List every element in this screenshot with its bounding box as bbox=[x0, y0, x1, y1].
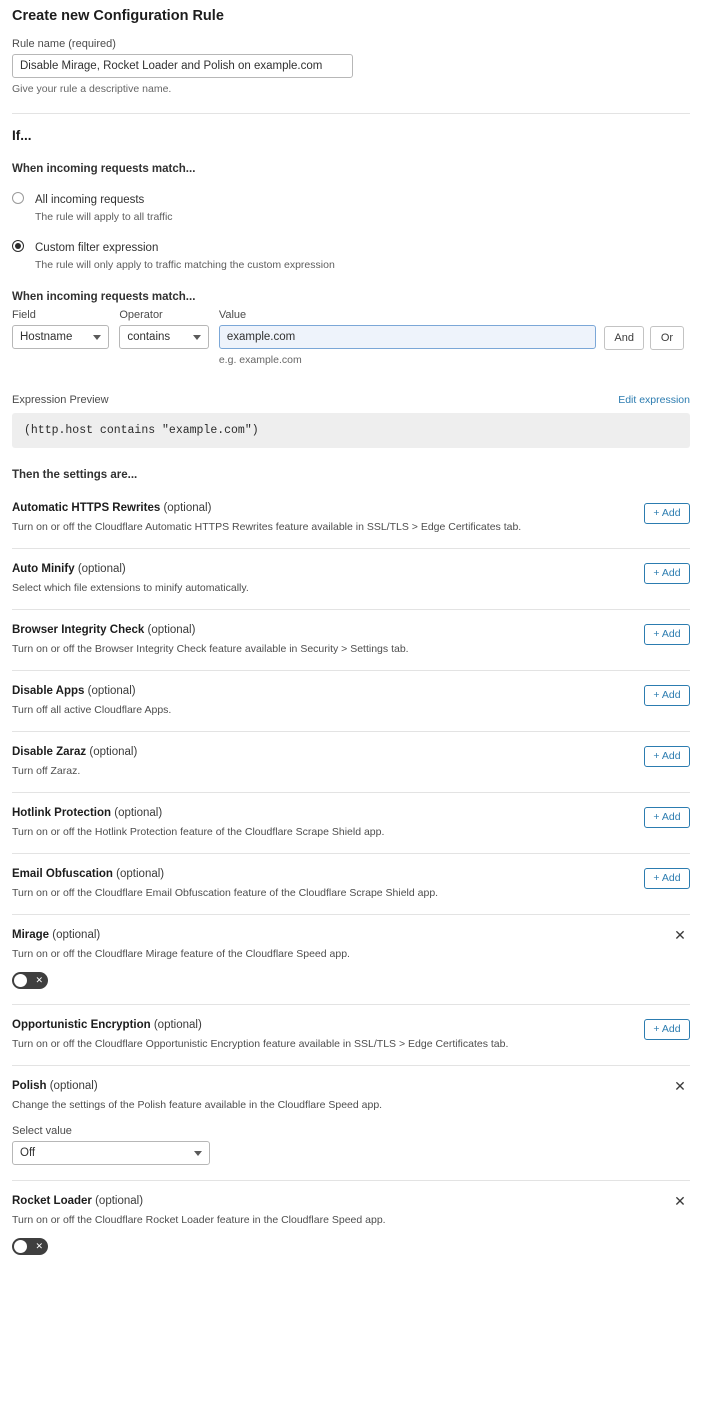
setting-name: Hotlink Protection bbox=[12, 807, 112, 819]
setting-disable-apps bbox=[12, 670, 690, 731]
rule-name-help: Give your rule a descriptive name. bbox=[12, 83, 172, 95]
setting-description: Turn on or off the Cloudflare Rocket Loader feature in the Cloudflare Speed app. bbox=[12, 1214, 386, 1226]
setting-optional: (optional) bbox=[114, 807, 163, 819]
setting-name: Mirage bbox=[12, 929, 50, 941]
setting-description: Turn on or off the Cloudflare Automatic HTTPS Rewrites feature available in SSL/TLS > Edge Certificates tab. bbox=[12, 521, 522, 533]
setting-optional: (optional) bbox=[116, 868, 165, 880]
filter-subheading: When incoming requests match... bbox=[12, 291, 196, 303]
setting-auto-minify bbox=[12, 548, 690, 609]
toggle-knob bbox=[14, 974, 27, 987]
setting-title bbox=[12, 502, 690, 514]
setting-disable-zaraz bbox=[12, 731, 690, 792]
operator-select[interactable] bbox=[119, 325, 209, 349]
rule-name-group bbox=[12, 38, 690, 95]
settings-list bbox=[12, 489, 690, 1270]
setting-title bbox=[12, 1080, 690, 1092]
then-section-heading: Then the settings are... bbox=[12, 469, 138, 481]
setting-optional: (optional) bbox=[77, 563, 126, 575]
setting-name: Email Obfuscation bbox=[12, 868, 113, 880]
close-icon[interactable]: ✕ bbox=[674, 927, 686, 943]
radio-icon-all-requests[interactable] bbox=[12, 192, 24, 204]
add-button[interactable]: + Add bbox=[644, 868, 690, 889]
radio-option-custom-filter[interactable] bbox=[12, 238, 690, 271]
setting-title bbox=[12, 929, 690, 941]
setting-rocket-loader bbox=[12, 1180, 690, 1270]
setting-name: Rocket Loader bbox=[12, 1195, 92, 1207]
value-label: Value bbox=[218, 309, 247, 321]
operator-column bbox=[119, 309, 209, 349]
polish-select-value: Off bbox=[20, 1147, 36, 1159]
and-button[interactable]: And bbox=[604, 326, 644, 350]
setting-name: Opportunistic Encryption bbox=[12, 1019, 151, 1031]
setting-title bbox=[12, 868, 690, 880]
close-icon[interactable]: ✕ bbox=[674, 1078, 686, 1094]
setting-name: Browser Integrity Check bbox=[12, 624, 145, 636]
edit-expression-link[interactable]: Edit expression bbox=[618, 394, 690, 406]
or-button[interactable]: Or bbox=[650, 326, 684, 350]
setting-name: Automatic HTTPS Rewrites bbox=[12, 502, 161, 514]
setting-title bbox=[12, 685, 690, 697]
setting-email-obfuscation bbox=[12, 853, 690, 914]
setting-optional: (optional) bbox=[87, 685, 136, 697]
operator-select-value: contains bbox=[127, 331, 171, 343]
radio-icon-custom-filter[interactable] bbox=[12, 240, 24, 252]
setting-opportunistic-encryption bbox=[12, 1004, 690, 1065]
setting-description: Turn on or off the Hotlink Protection feature of the Cloudflare Scrape Shield app. bbox=[12, 826, 385, 838]
setting-name: Disable Apps bbox=[12, 685, 85, 697]
setting-optional: (optional) bbox=[163, 502, 212, 514]
setting-name: Disable Zaraz bbox=[12, 746, 87, 758]
field-select-value: Hostname bbox=[20, 331, 73, 343]
mirage-toggle[interactable] bbox=[12, 972, 48, 989]
setting-description: Turn on or off the Browser Integrity Check feature available in Security > Settings tab. bbox=[12, 643, 409, 655]
setting-description: Select which file extensions to minify automatically. bbox=[12, 582, 249, 594]
polish-select-label: Select value bbox=[12, 1125, 72, 1137]
setting-description: Turn on or off the Cloudflare Mirage feature of the Cloudflare Speed app. bbox=[12, 948, 350, 960]
setting-title bbox=[12, 563, 690, 575]
toggle-off-icon: ✕ bbox=[35, 975, 43, 985]
page-title: Create new Configuration Rule bbox=[12, 8, 224, 24]
field-column bbox=[12, 309, 109, 349]
value-column bbox=[219, 309, 597, 366]
setting-optional: (optional) bbox=[49, 1080, 98, 1092]
setting-name: Polish bbox=[12, 1080, 47, 1092]
add-button[interactable]: + Add bbox=[644, 685, 690, 706]
setting-optional: (optional) bbox=[153, 1019, 202, 1031]
add-button[interactable]: + Add bbox=[644, 503, 690, 524]
expression-preview-box: (http.host contains "example.com") bbox=[12, 413, 690, 448]
setting-description: Turn on or off the Cloudflare Opportunistic Encryption feature available in SSL/TLS > Edge Certificates tab. bbox=[12, 1038, 509, 1050]
value-input[interactable] bbox=[219, 325, 597, 349]
setting-automatic-https-rewrites bbox=[12, 489, 690, 548]
expression-preview-header bbox=[12, 394, 690, 406]
radio-option-all-requests-label: All incoming requests bbox=[35, 194, 145, 206]
radio-option-all-requests[interactable] bbox=[12, 190, 690, 223]
close-icon[interactable]: ✕ bbox=[674, 1193, 686, 1209]
radio-option-custom-filter-desc: The rule will only apply to traffic matching the custom expression bbox=[35, 259, 335, 271]
setting-mirage bbox=[12, 914, 690, 1004]
setting-optional: (optional) bbox=[95, 1195, 144, 1207]
rocket-loader-toggle[interactable] bbox=[12, 1238, 48, 1255]
radio-option-custom-filter-label: Custom filter expression bbox=[35, 242, 159, 254]
setting-hotlink-protection bbox=[12, 792, 690, 853]
setting-description: Turn off all active Cloudflare Apps. bbox=[12, 704, 172, 716]
setting-description: Turn on or off the Cloudflare Email Obfuscation feature of the Cloudflare Scrape Shield app. bbox=[12, 887, 439, 899]
add-button[interactable]: + Add bbox=[644, 807, 690, 828]
andor-column bbox=[604, 309, 690, 350]
rule-name-input[interactable] bbox=[12, 54, 353, 78]
setting-title bbox=[12, 746, 690, 758]
toggle-knob bbox=[14, 1240, 27, 1253]
setting-optional: (optional) bbox=[52, 929, 101, 941]
radio-option-all-requests-text bbox=[35, 190, 173, 223]
setting-name: Auto Minify bbox=[12, 563, 75, 575]
divider bbox=[12, 113, 690, 114]
add-button[interactable]: + Add bbox=[644, 563, 690, 584]
filter-expression-row bbox=[12, 309, 690, 366]
setting-title bbox=[12, 807, 690, 819]
chevron-down-icon bbox=[93, 335, 101, 340]
radio-option-all-requests-desc: The rule will apply to all traffic bbox=[35, 211, 173, 223]
field-select[interactable] bbox=[12, 325, 109, 349]
add-button[interactable]: + Add bbox=[644, 624, 690, 645]
radio-option-custom-filter-text bbox=[35, 238, 335, 271]
field-label: Field bbox=[12, 309, 36, 321]
polish-select[interactable] bbox=[12, 1141, 210, 1165]
setting-description: Turn off Zaraz. bbox=[12, 765, 81, 777]
setting-optional: (optional) bbox=[147, 624, 196, 636]
if-section-heading: If... bbox=[12, 128, 32, 143]
operator-label: Operator bbox=[119, 309, 163, 321]
setting-title bbox=[12, 1195, 690, 1207]
add-button[interactable]: + Add bbox=[644, 1019, 690, 1040]
chevron-down-icon bbox=[194, 1151, 202, 1156]
setting-polish bbox=[12, 1065, 690, 1180]
expression-preview-label: Expression Preview bbox=[12, 394, 109, 406]
rule-name-label: Rule name (required) bbox=[12, 38, 116, 50]
value-hint: e.g. example.com bbox=[218, 354, 302, 366]
chevron-down-icon bbox=[193, 335, 201, 340]
setting-description: Change the settings of the Polish feature available in the Cloudflare Speed app. bbox=[12, 1099, 383, 1111]
setting-title bbox=[12, 624, 690, 636]
match-subheading: When incoming requests match... bbox=[12, 163, 196, 175]
setting-browser-integrity-check bbox=[12, 609, 690, 670]
toggle-off-icon: ✕ bbox=[35, 1241, 43, 1251]
setting-title bbox=[12, 1019, 690, 1031]
setting-optional: (optional) bbox=[89, 746, 138, 758]
add-button[interactable]: + Add bbox=[644, 746, 690, 767]
